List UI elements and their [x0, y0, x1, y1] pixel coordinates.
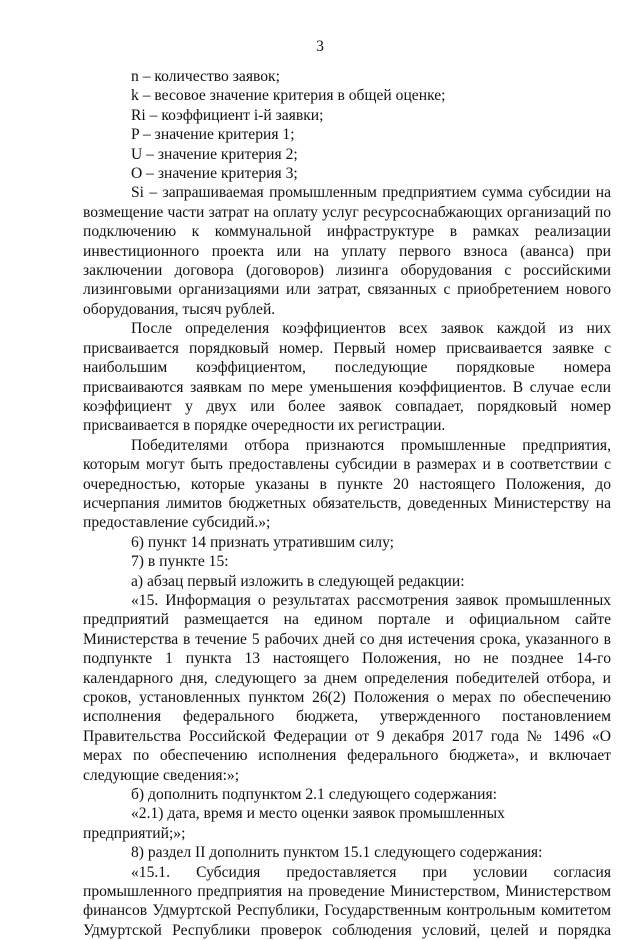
item-7: 7) в пункте 15: [131, 553, 229, 571]
item-6: 6) пункт 14 признать утратившим силу; [131, 533, 395, 551]
definition-p: P – значение критерия 1; [131, 126, 295, 144]
item-7a: а) абзац первый изложить в следующей редакции: [131, 572, 465, 590]
paragraph-item-15: «15. Информация о результатах рассмотрения заявок промышленных предприятий размещается на едином портале и официальном сайте Министерства в течение 5 рабочих дней со дня истечения срока, указанного в подпункте 1 пункта 13 настоящего Положения, но не позднее 14-го календарного дня, следующего за днем определения победителей отбора, и сроков, установленных пунктом 26(2) Положения о мерах по обеспечению исполнения федерального бюджета, утвержденного постановлением Правительства Российской Федерации от 9 декабря 2017 года № 1496 «О мерах по обеспечению исполнения федерального бюджета», и включает следующие сведения:»; [83, 591, 611, 784]
paragraph-ordering: После определения коэффициентов всех заявок каждой из них присваивается порядковый номер. Первый номер присваивается заявке с наибольшим коэффициентом, последующие порядковые номера присваиваются заявкам по мере уменьшения коэффициентов. В случае если коэффициент у двух или более заявок совпадает, порядковый номер присваивается в порядке очередности их регистрации. [83, 320, 611, 435]
definition-u: U – значение критерия 2; [131, 145, 298, 163]
page-number: 3 [316, 38, 324, 55]
paragraph-si-definition: Si – запрашиваемая промышленным предприятием сумма субсидии на возмещение части затрат на оплату услуг ресурсоснабжающих организаций по подключению к коммунальной инфраструктуре в рамках реализации инвестиционного проекта или на уплату первого взноса (аванса) при заключении договора (договоров) лизинга оборудования с российскими лизинговыми организациями или затрат, связанных с приобретением нового оборудования, тысяч рублей. [83, 184, 611, 318]
definition-k: k – весовое значение критерия в общей оценке; [131, 87, 446, 105]
item-7b: б) дополнить подпунктом 2.1 следующего содержания: [131, 786, 497, 804]
subitem-2-1: «2.1) дата, время и место оценки заявок промышленных предприятий;»; [83, 805, 505, 842]
document-body [83, 67, 611, 940]
item-8: 8) раздел II дополнить пунктом 15.1 следующего содержания: [131, 844, 543, 862]
definition-n: n – количество заявок; [131, 68, 280, 85]
paragraph-item-15-1: «15.1. Субсидия предоставляется при условии согласия промышленного предприятия на проведение Министерством, Министерством финансов Удмуртской Республики, Государственным контрольным комитетом Удмуртской Республики проверок соблюдения условий, целей и порядка [83, 863, 611, 939]
definition-o: O – значение критерия 3; [131, 165, 298, 183]
paragraph-winners: Победителями отбора признаются промышленные предприятия, которым могут быть предоставлены субсидии в размерах и в соответствии с очередностью, которые указаны в пункте 20 настоящего Положения, до исчерпания лимитов бюджетных обязательств, доведенных Министерству на предоставление субсидий.»; [83, 436, 611, 532]
definition-ri: Ri – коэффициент i-й заявки; [131, 106, 324, 124]
